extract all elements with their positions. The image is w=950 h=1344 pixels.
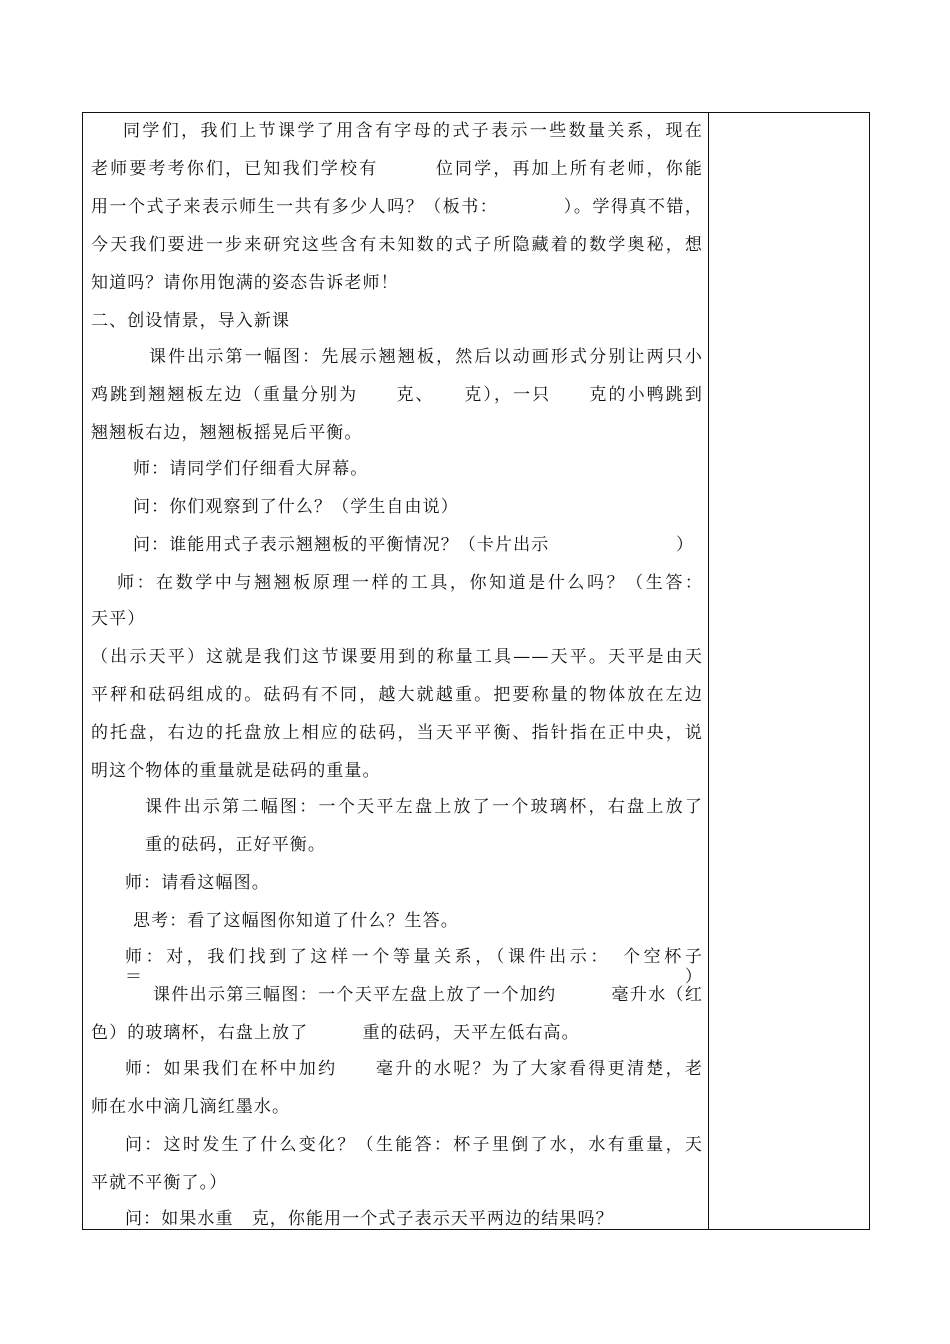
text-line: 师：如果我们在杯中加约 毫升的水呢？为了大家看得更清楚，老 <box>125 1059 703 1079</box>
text-line: 课件出示第二幅图：一个天平左盘上放了一个玻璃杯，右盘上放了 <box>145 797 703 817</box>
text-line: 课件出示第一幅图：先展示翘翘板，然后以动画形式分别让两只小 <box>149 347 703 367</box>
text-line: 天平） <box>91 609 146 629</box>
text-line: 思考：看了这幅图你知道了什么？生答。 <box>133 911 459 931</box>
text-line: 今天我们要进一步来研究这些含有未知数的式子所隐藏着的数学奥秘，想 <box>91 235 703 255</box>
text-line: 师在水中滴几滴红墨水。 <box>91 1097 291 1117</box>
text-line: 知道吗？请你用饱满的姿态告诉老师！ <box>91 273 399 293</box>
text-line: 重的砝码，正好平衡。 <box>145 835 326 855</box>
text-line: 鸡跳到翘翘板左边（重量分别为 克、 克），一只 克的小鸭跳到 <box>91 385 703 405</box>
text-line: 问：这时发生了什么变化？（生能答：杯子里倒了水，水有重量，天 <box>125 1135 703 1155</box>
text-line: 问：你们观察到了什么？（学生自由说） <box>133 497 459 517</box>
text-line: 色）的玻璃杯，右盘上放了 重的砝码，天平左低右高。 <box>91 1023 580 1043</box>
text-line: 同学们，我们上节课学了用含有字母的式子表示一些数量关系，现在 <box>123 121 703 141</box>
text-line: 师：请同学们仔细看大屏幕。 <box>133 459 369 479</box>
text-line: 问：如果水重 克，你能用一个式子表示天平两边的结果吗？ <box>125 1209 614 1229</box>
text-line: 平就不平衡了。） <box>91 1173 228 1193</box>
text-line: 师：在数学中与翘翘板原理一样的工具，你知道是什么吗？（生答： <box>117 573 703 593</box>
lesson-content-cell <box>91 113 703 1229</box>
text-line: 师：对，我们找到了这样一个等量关系，（课件出示： 个空杯子＝ ） <box>125 947 703 987</box>
text-line: 翘翘板右边，翘翘板摇晃后平衡。 <box>91 423 363 443</box>
text-line: 用一个式子来表示师生一共有多少人吗？（板书： ）。学得真不错， <box>91 197 703 217</box>
text-line: 明这个物体的重量就是砝码的重量。 <box>91 761 381 781</box>
column-divider <box>708 113 709 1229</box>
text-line: 问：谁能用式子表示翘翘板的平衡情况？（卡片出示 ） <box>133 535 695 555</box>
text-line: 平秤和砝码组成的。砝码有不同，越大就越重。把要称量的物体放在左边 <box>91 685 703 705</box>
text-line: 二、创设情景，导入新课 <box>91 311 291 331</box>
text-line: 课件出示第三幅图：一个天平左盘上放了一个加约 毫升水（红 <box>153 985 703 1005</box>
text-line: 师：请看这幅图。 <box>125 873 270 893</box>
text-line: 的托盘，右边的托盘放上相应的砝码，当天平平衡、指针指在正中央，说 <box>91 723 703 743</box>
text-line: （出示天平）这就是我们这节课要用到的称量工具——天平。天平是由天 <box>91 647 703 667</box>
lesson-table <box>82 112 870 1230</box>
notes-cell <box>710 113 869 1229</box>
text-line: 老师要考考你们，已知我们学校有 位同学，再加上所有老师，你能 <box>91 159 703 179</box>
